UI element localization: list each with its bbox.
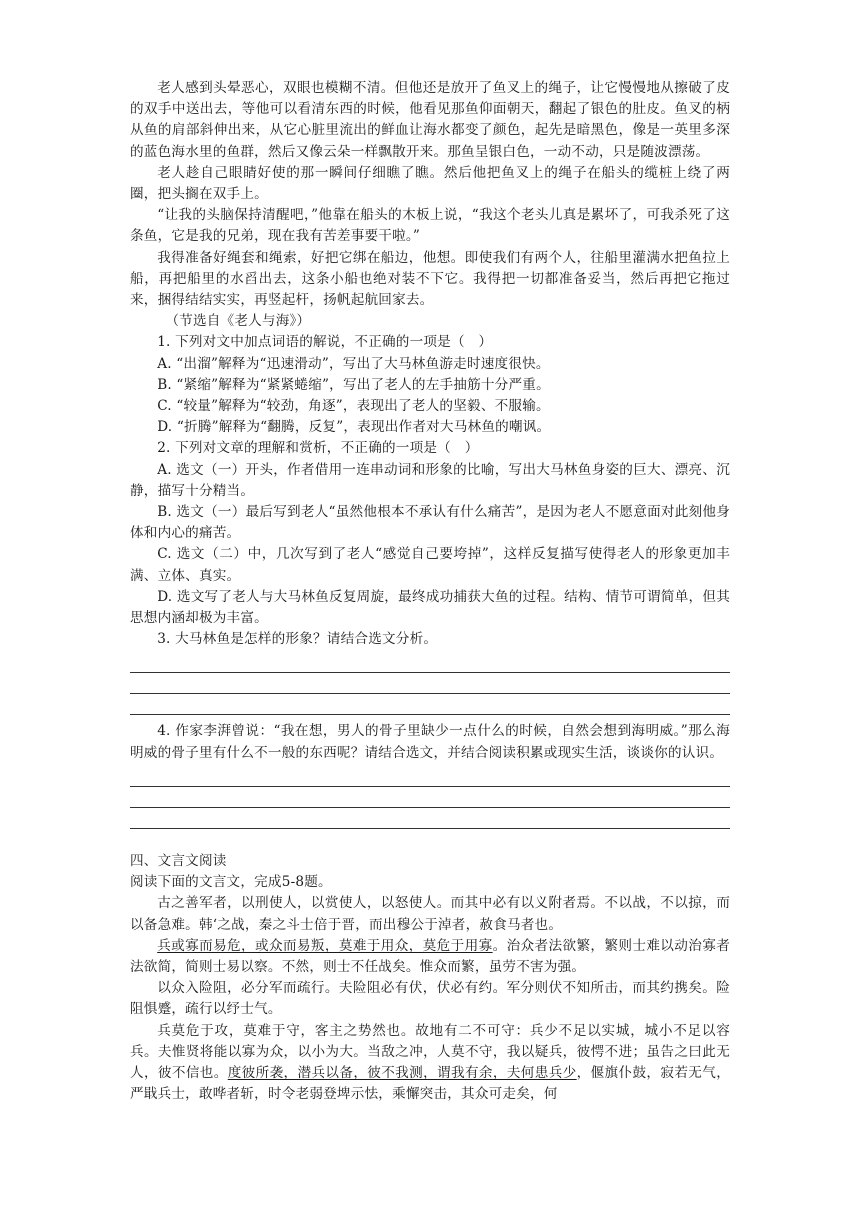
question-2-option-a: A. 选文（一）开头，作者借用一连串动词和形象的比喻，写出大马林鱼身姿的巨大、漂亮、沉静，描写十分精当。 (130, 461, 730, 499)
answer-lines-q4 (130, 766, 730, 829)
question-1-option-d: D. “折腾”解释为“翻腾，反复”，表现出作者对大马林鱼的嘲讽。 (157, 419, 551, 436)
classical-paragraph-1: 古之善军者，以刑使人，以赏使人，以怒使人。而其中必有以义附者焉。不以战，不以掠，而以备急难。韩‘之战，秦之斗士倍于晋，而出穆公于淖者，赦食马者也。 (130, 895, 730, 933)
answer-line (130, 766, 730, 787)
question-3: 3. 大马林鱼是怎样的形象？请结合选文分析。 (157, 631, 438, 648)
answer-line (130, 808, 730, 829)
answer-line (130, 787, 730, 808)
question-1-option-a: A. “出溜”解释为“迅速滑动”，写出了大马林鱼游走时速度很快。 (157, 355, 550, 372)
question-2-option-c: C. 选文（二）中，几次写到了老人“感觉自己要垮掉”，这样反复描写使得老人的形象更加丰满、立体、真实。 (130, 546, 730, 584)
document-body (130, 78, 730, 1105)
question-1: 1. 下列对文中加点词语的解说，不正确的一项是（ ） (157, 334, 493, 351)
classical-paragraph-2 (130, 936, 730, 978)
underlined-sentence: 度彼所袭，潜兵以备，彼不我测，谓我有余，夫何患兵少 (227, 1064, 577, 1081)
question-2-option-d: D. 选文写了老人与大马林鱼反复周旋，最终成功捕获大鱼的过程。结构、情节可谓简单，但其思想内涵却极为丰富。 (130, 588, 730, 627)
classical-paragraph-3: 以众入险阻，必分军而疏行。夫险阻必有伏，伏必有约。军分则伏不知所击，而其约携矣。险阻惧蹙，疏行以纾士气。 (130, 980, 730, 1018)
answer-line (130, 673, 730, 694)
answer-line (130, 694, 730, 715)
classical-text: ，偃旗仆鼓，寂若无气，严戢兵士，敢哗者斩，时令老弱登埤示怯，乘懈突击，其众可走矣，何 (130, 1064, 731, 1103)
passage-paragraph-2: 老人趁自己眼睛好使的那一瞬间仔细瞧了瞧。然后他把鱼叉上的绳子在船头的缆桩上绕了两圈，把头搁在双手上。 (130, 164, 730, 203)
question-1-option-b: B. “紧缩”解释为“紧紧蜷缩”，写出了老人的左手抽筋十分严重。 (157, 376, 550, 393)
classical-paragraph-4 (130, 1021, 730, 1106)
passage-paragraph-3: “让我的头脑保持清醒吧，”他靠在船头的木板上说，“我这个老头儿真是累坏了，可我杀死了这条鱼，它是我的兄弟，现在我有苦差事要干啦。” (130, 207, 730, 245)
section-instruction: 阅读下面的文言文，完成5-8题。 (130, 874, 332, 891)
passage-paragraph-4: 我得准备好绳套和绳索，好把它绑在船边，他想。即使我们有两个人，往船里灌满水把鱼拉上船，再把船里的水舀出去，这条小船也绝对装不下它。我得把一切都准备妥当，然后再把它拖过来，捆得结结实实，再竖起杆，扬帆起航回家去。 (130, 249, 730, 309)
question-1-option-c: C. “较量”解释为“较劲，角逐”，表现出了老人的坚毅、不服输。 (157, 398, 550, 415)
classical-text: 。治众者法欲繁，繁则士难以动治寡者法欲简，简则士易以察。不然，则士不任战矣。惟众而繁，虽劳不害为强。 (130, 937, 730, 975)
question-2-option-b: B. 选文（一）最后写到老人“虽然他根本不承认有什么痛苦”，是因为老人不愿意面对此刻他身体和内心的痛苦。 (130, 504, 730, 542)
answer-lines-q3 (130, 652, 730, 715)
question-4: 4. 作家李湃曾说：“我在想，男人的骨子里缺少一点什么的时候，自然会想到海明威。”那么海明威的骨子里有什么不一般的东西呢？请结合选文，并结合阅读积累或现实生活，谈谈你的认识。 (130, 723, 730, 761)
answer-line (130, 652, 730, 673)
passage-paragraph-1: 老人感到头晕恶心，双眼也模糊不清。但他还是放开了鱼叉上的绳子，让它慢慢地从擦破了皮的双手中送出去，等他可以看清东西的时候，他看见那鱼仰面朝天，翻起了银色的肚皮。鱼叉的柄从鱼的肩部斜伸出来，从它心脏里流出的鲜血让海水都变了颜色，起先是暗黑色，像是一英里多深的蓝色海水里的鱼群，然后又像云朵一样飘散开来。那鱼呈银白色，一动不动，只是随波漂荡。 (130, 80, 730, 160)
passage-source: （节选自《老人与海》） (165, 313, 311, 330)
underlined-sentence: 兵或寡而易危，或众而易叛，莫难于用众，莫危于用寡 (157, 937, 493, 954)
section-heading: 四、文言文阅读 (130, 852, 227, 869)
question-2: 2. 下列对文章的理解和赏析，不正确的一项是（ ） (157, 440, 479, 457)
section-spacer (130, 829, 730, 851)
classical-text: 兵莫危于攻，莫难于守，客主之势然也。故地有二不可守：兵少不足以实城，城小不足以容兵。夫惟贤将能以寡为众，以小为大。当敌之冲，人莫不守，我以疑兵，彼愕不进；虽告之曰此无人，彼不信也。 (130, 1022, 730, 1081)
